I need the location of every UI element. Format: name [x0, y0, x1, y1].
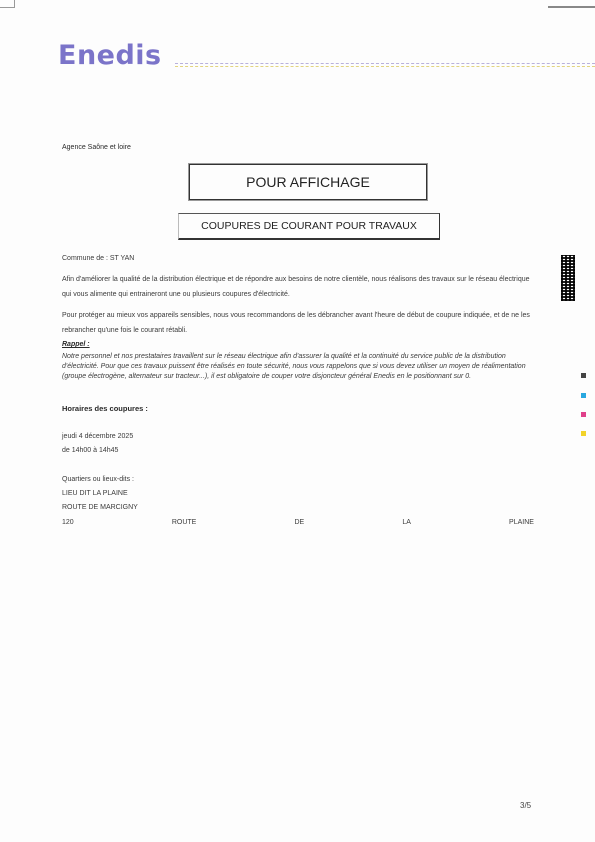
agency-name: Agence Saône et loire — [62, 144, 131, 151]
title-box — [189, 164, 427, 200]
commune-line: Commune de : ST YAN — [62, 255, 135, 262]
location-item: ROUTE DE MARCIGNY — [62, 504, 138, 511]
rappel-title: Rappel : — [62, 341, 90, 348]
schedule-time: de 14h00 à 14h45 — [62, 447, 119, 454]
address-word: PLAINE — [509, 519, 534, 526]
color-mark-yellow — [581, 431, 586, 436]
address-word: 120 — [62, 519, 74, 526]
page-number: 3/5 — [520, 801, 532, 810]
locations-title: Quartiers ou lieux-dits : — [62, 476, 134, 483]
enedis-logo: Enedis — [58, 40, 162, 71]
header-divider-accent — [175, 66, 595, 67]
color-mark-black — [581, 373, 586, 378]
address-word: DE — [294, 519, 305, 526]
intro-paragraph: Afin d'améliorer la qualité de la distribution électrique et de répondre aux besoins de notre clientèle, nous réalisons des travaux sur le réseau électrique qui vous alimente qui entraineront une ou plusieurs coupures d'électricité. — [62, 276, 530, 298]
advice-paragraph: Pour protéger au mieux vos appareils sensibles, nous vous recommandons de les débrancher avant l'heure de début de coupure indiquée, et de ne les rebrancher qu'une fois le courant rétabli. — [62, 312, 530, 334]
rappel-text: Notre personnel et nos prestataires travaillent sur le réseau électrique afin d'assurer la qualité et la continuité du service public de la distribution d'électricité. Pour que ces travaux puissent être réalisés en toute sécurité, nous vous rappelons que si vous devez utiliser un moyen de réalimentation (groupe électrogène, alternateur sur tracteur...), il est obligatoire de couper votre disjoncteur général Enedis en le positionnant sur 0. — [62, 353, 526, 380]
address-word: ROUTE — [171, 519, 197, 526]
title-text: POUR AFFICHAGE — [246, 174, 370, 190]
schedule-date: jeudi 4 décembre 2025 — [62, 433, 134, 440]
address-word: LA — [402, 519, 411, 526]
location-item: LIEU DIT LA PLAINE — [62, 490, 128, 497]
color-mark-cyan — [581, 393, 586, 398]
color-mark-magenta — [581, 412, 586, 417]
qr-code — [561, 255, 575, 301]
header-divider — [175, 63, 595, 64]
address-row — [62, 519, 534, 526]
scan-corner-mark-right — [548, 6, 595, 8]
schedule-title: Horaires des coupures : — [62, 404, 148, 413]
subtitle-box — [178, 213, 440, 240]
subtitle-text: COUPURES DE COURANT POUR TRAVAUX — [201, 220, 417, 232]
scan-corner-mark — [0, 0, 15, 8]
